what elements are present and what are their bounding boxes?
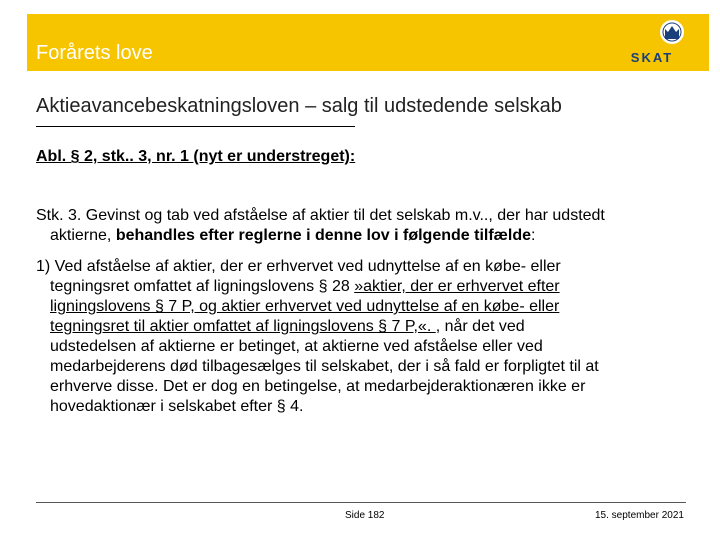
- para-line: tegningsret omfattet af ligningslovens § 28 »aktier, der er erhvervet efter: [50, 278, 560, 295]
- page-number: Side 182: [345, 510, 385, 521]
- para-line: 1) Ved afståelse af aktier, der er erhvervet ved udnyttelse af en købe- eller: [36, 258, 561, 275]
- footer-date: 15. september 2021: [595, 510, 684, 521]
- footer-divider: [36, 502, 686, 503]
- underlined-text: tegningsret til aktier omfattet af ligningslovens § 7 P,«.: [50, 318, 436, 335]
- bold-text: behandles efter reglerne i denne lov i følgende tilfælde: [115, 227, 532, 244]
- logo-text: SKAT: [630, 50, 674, 65]
- underlined-text: »aktier, der er erhvervet efter: [354, 278, 560, 295]
- slide-header-title: Forårets love: [36, 42, 153, 64]
- para-line: erhverve disse. Det er dog en betingelse, at medarbejderaktionæren ikke er: [50, 378, 586, 395]
- para-line: udstedelsen af aktierne er betinget, at aktierne ved afståelse eller ved: [50, 338, 543, 355]
- paragraph-stk3: [36, 206, 696, 246]
- para-line: tegningsret til aktier omfattet af ligningslovens § 7 P,«. , når det ved: [50, 318, 525, 335]
- para-line: hovedaktionær i selskabet efter § 4.: [50, 398, 304, 415]
- skat-logo: [612, 18, 692, 66]
- slide-subtitle: Aktieavancebeskatningsloven – salg til udstedende selskab: [36, 95, 562, 117]
- para-line: medarbejderens død tilbagesælges til selskabet, der i så fald er forpligtet til at: [50, 358, 599, 375]
- paragraph-item-1: [36, 257, 696, 417]
- para-line: aktierne, behandles efter reglerne i denne lov i følgende tilfælde:: [50, 227, 536, 244]
- underlined-line: ligningslovens § 7 P, og aktier erhvervet ved udnyttelse af en købe- eller: [50, 298, 560, 315]
- para-line: Stk. 3. Gevinst og tab ved afståelse af aktier til det selskab m.v.., der har udstedt: [36, 207, 605, 224]
- section-heading: Abl. § 2, stk.. 3, nr. 1 (nyt er understreget):: [36, 148, 356, 165]
- crown-icon: [612, 18, 692, 66]
- subtitle-divider: [36, 126, 355, 127]
